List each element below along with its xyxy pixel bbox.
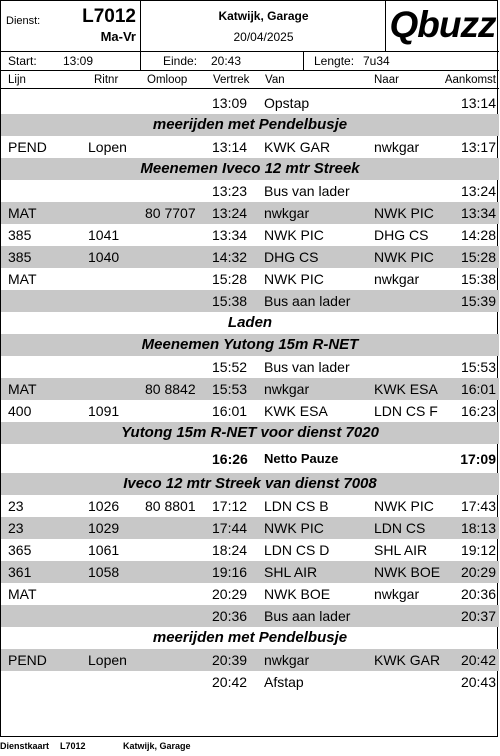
section-header: Meenemen Iveco 12 mtr Streek [1, 158, 499, 180]
start-value: 13:09 [63, 54, 94, 68]
cell-aankomst: 16:23 [460, 403, 496, 419]
cell-naar: NWK PIC [374, 498, 434, 514]
col-lijn: Lijn [8, 74, 26, 86]
cell-van: Bus aan lader [264, 293, 351, 309]
col-van: Van [265, 74, 285, 86]
col-omloop: Omloop [147, 74, 188, 86]
cell-ritnr: Lopen [88, 139, 127, 155]
cell-ritnr: 1041 [88, 227, 120, 243]
cell-van: LDN CS D [264, 542, 330, 558]
table-row [1, 92, 499, 114]
cell-aankomst: 20:36 [460, 586, 496, 602]
cell-van: KWK ESA [264, 403, 328, 419]
dienst-label: Dienst: [6, 15, 41, 27]
cell-vertrek: 15:28 [212, 271, 248, 287]
cell-vertrek: 18:24 [212, 542, 248, 558]
cell-van: NWK BOE [264, 586, 331, 602]
cell-aankomst: 16:01 [460, 381, 496, 397]
col-vertrek: Vertrek [213, 74, 250, 86]
table-row [1, 356, 499, 378]
cell-lijn: 23 [8, 520, 24, 536]
cell-naar: DHG CS [374, 227, 429, 243]
cell-lijn: 23 [8, 498, 24, 514]
table-row [1, 136, 499, 158]
cell-van: nwkgar [264, 652, 310, 668]
cell-lijn: 361 [8, 564, 32, 580]
cell-naar: NWK BOE [374, 564, 441, 580]
table-row [1, 495, 499, 517]
dienst-days: Ma-Vr [100, 29, 136, 44]
col-ritnr: Ritnr [94, 74, 119, 86]
cell-van: DHG CS [264, 249, 319, 265]
cell-vertrek: 14:32 [212, 249, 248, 265]
cell-vertrek: 20:29 [212, 586, 248, 602]
table-row [1, 649, 499, 671]
cell-lijn: 400 [8, 403, 32, 419]
cell-naar: NWK PIC [374, 205, 434, 221]
lengte-label: Lengte: [314, 54, 355, 68]
cell-van: nwkgar [264, 381, 310, 397]
cell-omloop: 80 8842 [145, 381, 196, 397]
cell-vertrek: 20:42 [212, 674, 248, 690]
cell-vertrek: 20:39 [212, 652, 248, 668]
date: 20/04/2025 [233, 30, 294, 44]
cell-vertrek: 16:26 [212, 451, 248, 467]
cell-omloop: 80 8801 [145, 498, 196, 514]
cell-lijn: MAT [8, 271, 37, 287]
cell-van: SHL AIR [264, 564, 318, 580]
times-bar [1, 51, 499, 71]
cell-omloop: 80 7707 [145, 205, 196, 221]
start-cell [1, 52, 141, 70]
table-row [1, 583, 499, 605]
cell-aankomst: 14:28 [460, 227, 496, 243]
cell-aankomst: 20:29 [460, 564, 496, 580]
cell-vertrek: 13:09 [212, 95, 248, 111]
table-row [1, 202, 499, 224]
cell-van: Afstap [264, 674, 304, 690]
cell-aankomst: 15:38 [460, 271, 496, 287]
footer-label: Dienstkaart [0, 741, 50, 751]
table-row [1, 561, 499, 583]
cell-vertrek: 15:53 [212, 381, 248, 397]
cell-lijn: MAT [8, 381, 37, 397]
cell-vertrek: 13:34 [212, 227, 248, 243]
cell-naar: LDN CS [374, 520, 426, 536]
cell-naar: KWK ESA [374, 381, 438, 397]
cell-ritnr: 1029 [88, 520, 120, 536]
cell-van: Bus aan lader [264, 608, 351, 624]
start-label: Start: [8, 54, 37, 68]
table-row [1, 290, 499, 312]
table-row [1, 268, 499, 290]
table-row [1, 246, 499, 268]
cell-ritnr: 1061 [88, 542, 120, 558]
table-row [1, 605, 499, 627]
cell-van: NWK PIC [264, 271, 324, 287]
cell-vertrek: 13:14 [212, 139, 248, 155]
cell-vertrek: 17:12 [212, 498, 248, 514]
table-row [1, 400, 499, 422]
lengte-value: 7u34 [363, 54, 390, 68]
cell-aankomst: 17:09 [460, 451, 496, 467]
cell-aankomst: 19:12 [460, 542, 496, 558]
cell-ritnr: Lopen [88, 652, 127, 668]
cell-aankomst: 13:24 [460, 183, 496, 199]
table-row [1, 378, 499, 400]
schedule-rows [1, 92, 499, 693]
einde-label: Einde: [163, 54, 198, 68]
cell-naar: NWK PIC [374, 249, 434, 265]
table-row [1, 180, 499, 202]
section-header: Yutong 15m R-NET voor dienst 7020 [1, 422, 499, 444]
cell-van: KWK GAR [264, 139, 331, 155]
logo-cell [386, 1, 499, 51]
cell-van: Netto Pauze [264, 451, 339, 466]
col-naar: Naar [374, 74, 399, 86]
cell-naar: nwkgar [374, 271, 420, 287]
cell-vertrek: 15:52 [212, 359, 248, 375]
section-header: Iveco 12 mtr Streek van dienst 7008 [1, 473, 499, 495]
table-row [1, 539, 499, 561]
cell-van: Bus van lader [264, 183, 350, 199]
dienst-cell [1, 1, 141, 51]
cell-aankomst: 15:39 [460, 293, 496, 309]
cell-lijn: 365 [8, 542, 32, 558]
cell-lijn: MAT [8, 586, 37, 602]
section-header: meerijden met Pendelbusje [1, 114, 499, 136]
dienst-number: L7012 [82, 6, 136, 27]
cell-vertrek: 20:36 [212, 608, 248, 624]
cell-lijn: PEND [8, 139, 47, 155]
cell-van: NWK PIC [264, 227, 324, 243]
footer-location: Katwijk, Garage [123, 741, 191, 751]
cell-vertrek: 13:23 [212, 183, 248, 199]
lengte-cell [304, 52, 499, 70]
location: Katwijk, Garage [218, 9, 309, 23]
cell-aankomst: 13:14 [460, 95, 496, 111]
cell-ritnr: 1040 [88, 249, 120, 265]
table-row [1, 671, 499, 693]
cell-lijn: PEND [8, 652, 47, 668]
column-header [1, 73, 499, 89]
cell-ritnr: 1058 [88, 564, 120, 580]
section-header: meerijden met Pendelbusje [152, 629, 348, 646]
cell-van: NWK PIC [264, 520, 324, 536]
einde-cell [141, 52, 304, 70]
cell-naar: nwkgar [374, 586, 420, 602]
card-header [1, 1, 499, 51]
cell-ritnr: 1091 [88, 403, 120, 419]
cell-aankomst: 18:13 [460, 520, 496, 536]
table-row [1, 517, 499, 539]
einde-value: 20:43 [211, 54, 242, 68]
cell-vertrek: 16:01 [212, 403, 248, 419]
qbuzz-logo: Qbuzz [389, 4, 496, 45]
cell-van: Opstap [264, 95, 310, 111]
location-cell [141, 1, 386, 51]
cell-aankomst: 13:34 [460, 205, 496, 221]
cell-ritnr: 1026 [88, 498, 120, 514]
cell-van: Bus van lader [264, 359, 350, 375]
cell-van: LDN CS B [264, 498, 329, 514]
cell-aankomst: 20:37 [460, 608, 496, 624]
cell-vertrek: 15:38 [212, 293, 248, 309]
cell-vertrek: 17:44 [212, 520, 248, 536]
cell-vertrek: 13:24 [212, 205, 248, 221]
col-aankomst: Aankomst [444, 74, 496, 86]
cell-lijn: 385 [8, 249, 32, 265]
cell-aankomst: 20:42 [460, 652, 496, 668]
section-header: Meenemen Yutong 15m R-NET [1, 334, 499, 356]
cell-van: nwkgar [264, 205, 310, 221]
cell-aankomst: 15:53 [460, 359, 496, 375]
cell-naar: LDN CS F [374, 403, 438, 419]
section-header: Laden [227, 314, 273, 331]
cell-lijn: MAT [8, 205, 37, 221]
cell-naar: KWK GAR [374, 652, 441, 668]
table-row [1, 224, 499, 246]
cell-aankomst: 20:43 [460, 674, 496, 690]
cell-aankomst: 13:17 [460, 139, 496, 155]
cell-lijn: 385 [8, 227, 32, 243]
cell-aankomst: 15:28 [460, 249, 496, 265]
cell-aankomst: 17:43 [460, 498, 496, 514]
footer-dienst: L7012 [60, 741, 86, 751]
cell-naar: SHL AIR [374, 542, 428, 558]
cell-naar: nwkgar [374, 139, 420, 155]
cell-vertrek: 19:16 [212, 564, 248, 580]
pause-row [1, 444, 499, 473]
